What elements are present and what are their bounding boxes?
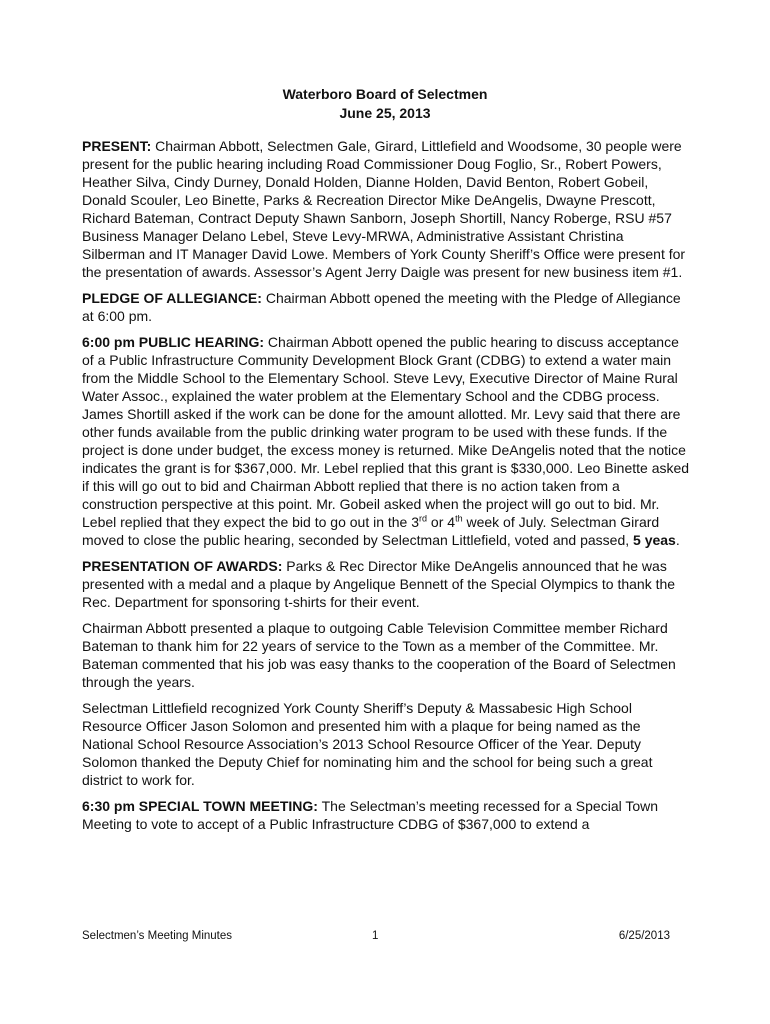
paragraph-text: Parks & Rec Director Mike DeAngelis announced that he was presented with a medal and a plaque by Angelique Bennett of the Special Olympics to thank the Rec. Department for sponsoring t-shirts for their event. — [82, 558, 676, 610]
paragraph-awards — [82, 557, 690, 611]
document-date: June 25, 2013 — [339, 105, 431, 121]
paragraph-public-hearing — [82, 333, 690, 549]
paragraph-solomon-recognition — [82, 699, 690, 789]
paragraph-present — [82, 137, 690, 281]
paragraph-tail: . — [675, 532, 680, 548]
vote-result: 5 yeas — [633, 532, 676, 548]
paragraph-bateman-plaque — [82, 619, 690, 691]
paragraph-text-end: week of July. Selectman Girard moved to close the public hearing, seconded by Selectman Littlefield, voted and passed, — [82, 514, 660, 548]
paragraph-text: Chairman Abbott presented a plaque to outgoing Cable Television Committee member Richard Bateman to thank him for 22 years of service to the Town as a member of the Committee. Mr. Bateman commented that his job was easy thanks to the cooperation of the Board of Selectmen through the years. — [82, 620, 676, 690]
document-title: Waterboro Board of Selectmen — [282, 86, 488, 102]
paragraph-pledge — [82, 289, 690, 325]
paragraph-label: PLEDGE OF ALLEGIANCE: — [82, 290, 262, 306]
paragraph-label: PRESENTATION OF AWARDS: — [82, 558, 283, 574]
paragraph-label: 6:30 pm SPECIAL TOWN MEETING: — [82, 798, 318, 814]
paragraph-label: PRESENT: — [82, 138, 152, 154]
paragraph-text: Selectman Littlefield recognized York County Sheriff’s Deputy & Massabesic High School Resource Officer Jason Solomon and presented him with a plaque for being named as the National School Resource Association’s 2013 School Resource Officer of the Year. Deputy Solomon thanked the Deputy Chief for nominating him and the school for being such a great district to work for. — [82, 700, 653, 788]
footer-date: 6/25/2013 — [618, 930, 670, 942]
superscript-rd: rd — [419, 513, 428, 524]
paragraph-text: The Selectman’s meeting recessed for a Special Town Meeting to vote to accept of a Public Infrastructure CDBG of $367,000 to extend a — [82, 798, 659, 832]
document-body — [82, 137, 690, 841]
superscript-th: th — [455, 513, 463, 524]
paragraph-text: Chairman Abbott, Selectmen Gale, Girard, Littlefield and Woodsome, 30 people were present for the public hearing including Road Commissioner Doug Foglio, Sr., Robert Powers, Heather Silva, Cindy Durney, Donald Holden, Dianne Holden, David Benton, Robert Gobeil, Donald Scouler, Leo Binette, Parks & Recreation Director Mike DeAngelis, Dwayne Prescott, Richard Bateman, Contract Deputy Shawn Sanborn, Joseph Shortill, Nancy Roberge, RSU #57 Business Manager Delano Lebel, Steve Levy-MRWA, Administrative Assistant Christina Silberman and IT Manager David Lowe. Members of York County Sheriff’s Office were present for the presentation of awards. Assessor’s Agent Jerry Daigle was present for new business item #1. — [82, 138, 686, 280]
footer-title: Selectmen’s Meeting Minutes — [82, 930, 232, 942]
paragraph-label: 6:00 pm PUBLIC HEARING: — [82, 334, 265, 350]
paragraph-text-mid: or 4 — [427, 514, 456, 530]
page-number: 1 — [372, 930, 379, 942]
paragraph-text: Chairman Abbott opened the public hearing to discuss acceptance of a Public Infrastructure Community Development Block Grant (CDBG) to extend a water main from the Middle School to the Elementary School. Steve Levy, Executive Director of Maine Rural Water Assoc., explained the water problem at the Elementary School and the CDBG process. James Shortill asked if the work can be done for the amount allotted. Mr. Levy said that there are other funds available from the public drinking water program to be used with these funds. If the project is done under budget, the excess money is returned. Mike DeAngelis noted that the notice indicates the grant is for $367,000. Mr. Lebel replied that this grant is $330,000. Leo Binette asked if this will go out to bid and Chairman Abbott replied that there is no action taken from a construction perspective at this point. Mr. Gobeil asked when the project will go out to bid. Mr. Lebel replied that they expect the bid to go out in the 3 — [82, 334, 690, 530]
paragraph-text: Chairman Abbott opened the meeting with the Pledge of Allegiance at 6:00 pm. — [82, 290, 681, 324]
paragraph-special-town-meeting — [82, 797, 690, 833]
